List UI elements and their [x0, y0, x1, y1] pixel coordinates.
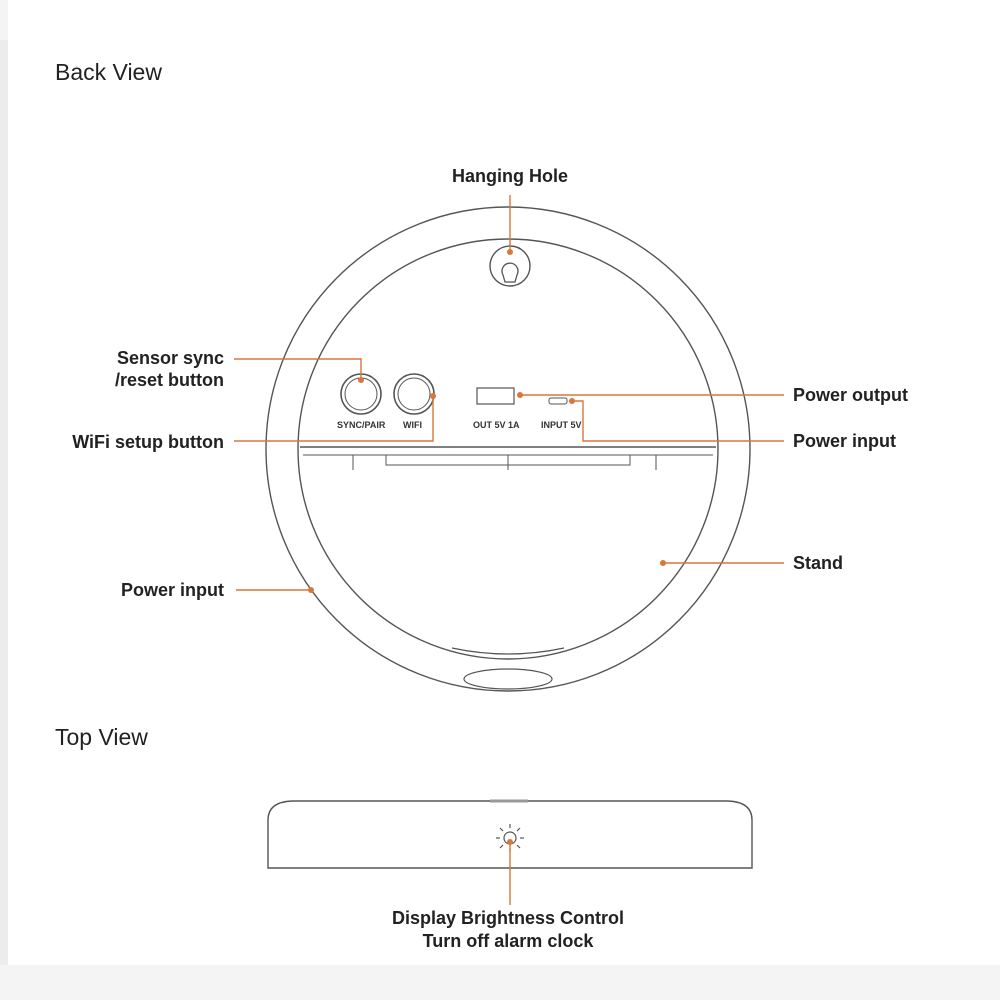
sync-pair-label: SYNC/PAIR — [337, 420, 386, 430]
callout-dots — [308, 249, 666, 845]
power-output-label: Power output — [793, 385, 908, 405]
hanging-hole-keyhole — [502, 263, 518, 282]
base-foot — [464, 669, 552, 689]
wifi-setup-label: WiFi setup button — [72, 432, 224, 452]
out-port-label: OUT 5V 1A — [473, 420, 520, 430]
wifi-label: WIFI — [403, 420, 422, 430]
micro-usb-input-port — [549, 398, 567, 404]
inner-face — [298, 239, 718, 659]
base-arc — [452, 648, 564, 654]
stand-label: Stand — [793, 553, 844, 573]
usb-output-port — [477, 388, 514, 404]
back-view-title: Back View — [55, 59, 162, 85]
brightness-label-line2: Turn off alarm clock — [422, 931, 594, 951]
sensor-sync-label-line2: /reset button — [114, 370, 224, 390]
power-input-left-label: Power input — [121, 580, 224, 600]
hanging-hole-label: Hanging Hole — [452, 166, 568, 186]
wifi-button — [394, 374, 434, 414]
outer-ring — [266, 207, 750, 691]
power-input-right-label: Power input — [793, 431, 896, 451]
brightness-label-line1: Display Brightness Control — [391, 908, 625, 928]
top-view-title: Top View — [55, 724, 148, 750]
input-port-label: INPUT 5V — [541, 420, 582, 430]
sensor-sync-label-line1: Sensor sync — [116, 348, 224, 368]
back-view-device — [266, 207, 750, 691]
